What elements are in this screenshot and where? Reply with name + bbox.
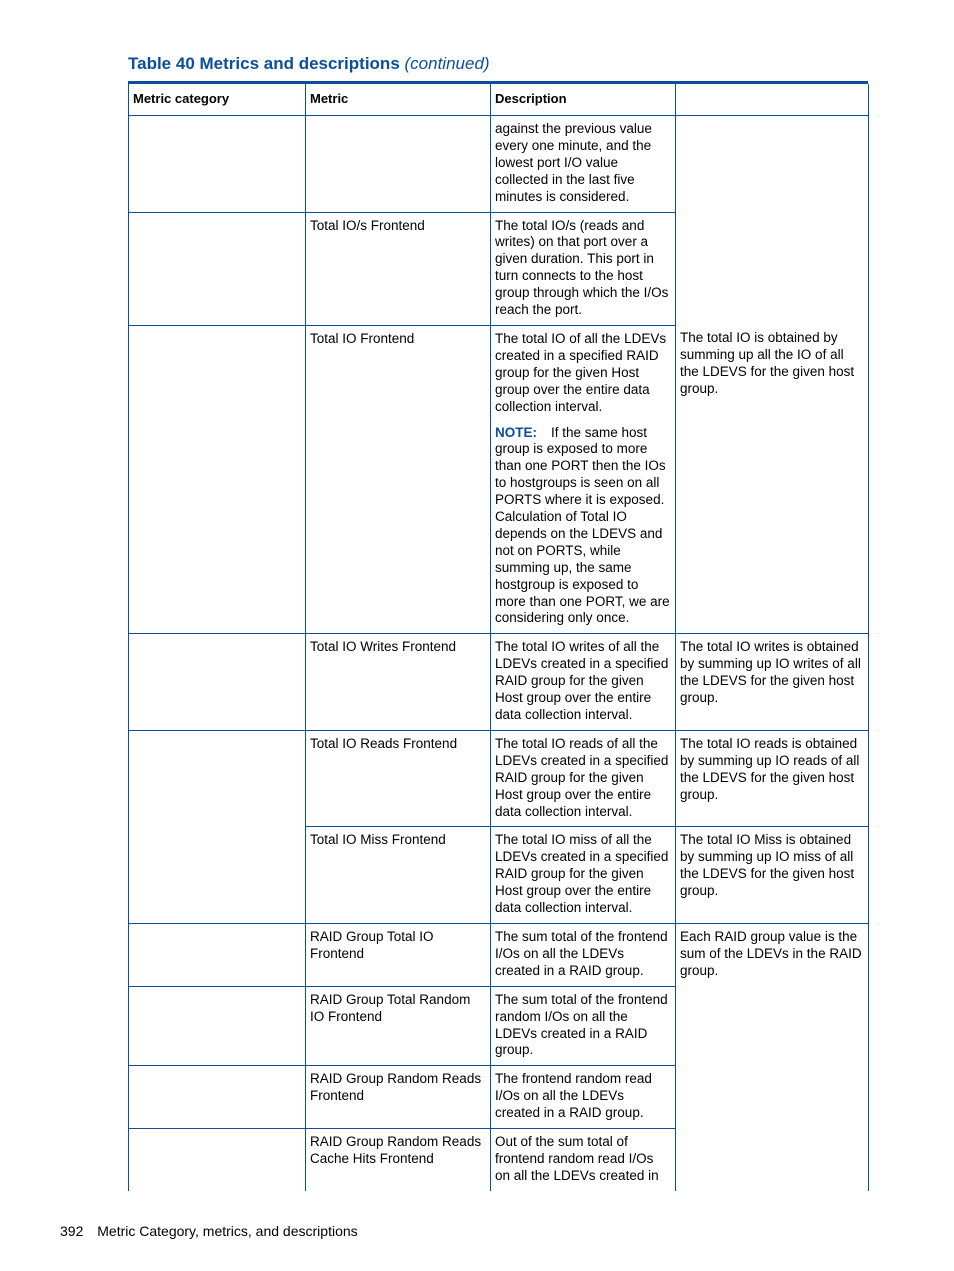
page-footer xyxy=(60,1223,358,1239)
metric-cell: Total IO/s Frontend xyxy=(306,212,491,325)
category-cell xyxy=(129,116,306,213)
category-cell xyxy=(129,1129,306,1191)
header-metric-category: Metric category xyxy=(129,84,306,116)
table-title: Table 40 Metrics and descriptions xyxy=(128,54,400,73)
table-row xyxy=(129,325,869,633)
extra-cell: The total IO reads is obtained by summing up IO reads of all the LDEVS for the given host group. xyxy=(676,730,869,827)
extra-cell: The total IO writes is obtained by summing up IO writes of all the LDEVS for the given host group. xyxy=(676,634,869,731)
description-cell xyxy=(491,325,676,633)
note-block xyxy=(495,425,671,628)
extra-cell: The total IO is obtained by summing up all the IO of all the LDEVS for the given host group. xyxy=(676,325,869,633)
description-cell: The total IO miss of all the LDEVs created in a specified RAID group for the given Host group over the entire data collection interval. xyxy=(491,827,676,924)
category-cell xyxy=(129,325,306,633)
metric-cell: RAID Group Random Reads Cache Hits Frontend xyxy=(306,1129,491,1191)
description-cell: The total IO/s (reads and writes) on that port over a given duration. This port in turn connects to the host group through which the I/Os reach the port. xyxy=(491,212,676,325)
category-cell xyxy=(129,923,306,986)
description-cell: The sum total of the frontend random I/Os on all the LDEVs created in a RAID group. xyxy=(491,986,676,1066)
description-cell: The total IO writes of all the LDEVs created in a specified RAID group for the given Host group over the entire data collection interval. xyxy=(491,634,676,731)
table-header-row xyxy=(129,84,869,116)
description-text: The total IO of all the LDEVs created in a specified RAID group for the given Host group over the entire data collection interval. xyxy=(495,330,667,414)
metrics-table xyxy=(128,84,869,1191)
category-cell xyxy=(129,986,306,1066)
footer-section-title: Metric Category, metrics, and descriptions xyxy=(97,1223,358,1239)
category-cell xyxy=(129,212,306,325)
metric-cell: Total IO Reads Frontend xyxy=(306,730,491,827)
table-row xyxy=(129,923,869,986)
table-caption xyxy=(128,54,490,74)
category-cell xyxy=(129,827,306,924)
metric-cell: Total IO Frontend xyxy=(306,325,491,633)
category-cell xyxy=(129,634,306,731)
header-metric: Metric xyxy=(306,84,491,116)
note-label: NOTE: xyxy=(495,424,537,440)
category-cell xyxy=(129,730,306,827)
extra-cell: The total IO Miss is obtained by summing up IO miss of all the LDEVS for the given host group. xyxy=(676,827,869,924)
extra-cell xyxy=(676,116,869,326)
table-row xyxy=(129,730,869,827)
metric-cell: Total IO Writes Frontend xyxy=(306,634,491,731)
header-extra xyxy=(676,84,869,116)
metric-cell: RAID Group Total Random IO Frontend xyxy=(306,986,491,1066)
description-cell: The frontend random read I/Os on all the LDEVs created in a RAID group. xyxy=(491,1066,676,1129)
description-cell: The sum total of the frontend I/Os on all the LDEVs created in a RAID group. xyxy=(491,923,676,986)
extra-cell: Each RAID group value is the sum of the LDEVs in the RAID group. xyxy=(676,923,869,1190)
table-row xyxy=(129,827,869,924)
metric-cell: RAID Group Random Reads Frontend xyxy=(306,1066,491,1129)
table-continued-label: (continued) xyxy=(404,54,490,73)
table-row xyxy=(129,634,869,731)
description-cell: against the previous value every one minute, and the lowest port I/O value collected in the last five minutes is considered. xyxy=(491,116,676,213)
metric-cell: RAID Group Total IO Frontend xyxy=(306,923,491,986)
metric-cell xyxy=(306,116,491,213)
category-cell xyxy=(129,1066,306,1129)
page-number: 392 xyxy=(60,1223,84,1239)
metric-cell: Total IO Miss Frontend xyxy=(306,827,491,924)
header-description: Description xyxy=(491,84,676,116)
description-cell: Out of the sum total of frontend random read I/Os on all the LDEVs created in xyxy=(491,1129,676,1191)
note-text: If the same host group is exposed to more than one PORT then the IOs to hostgroups is seen on all PORTS where it is exposed. Calculation of Total IO depends on the LDEVS and not on PORTS, while summing up, the same hostgroup is exposed to more than one PORT, we are considering only once. xyxy=(495,424,670,626)
description-cell: The total IO reads of all the LDEVs created in a specified RAID group for the given Host group over the entire data collection interval. xyxy=(491,730,676,827)
table-row xyxy=(129,116,869,213)
